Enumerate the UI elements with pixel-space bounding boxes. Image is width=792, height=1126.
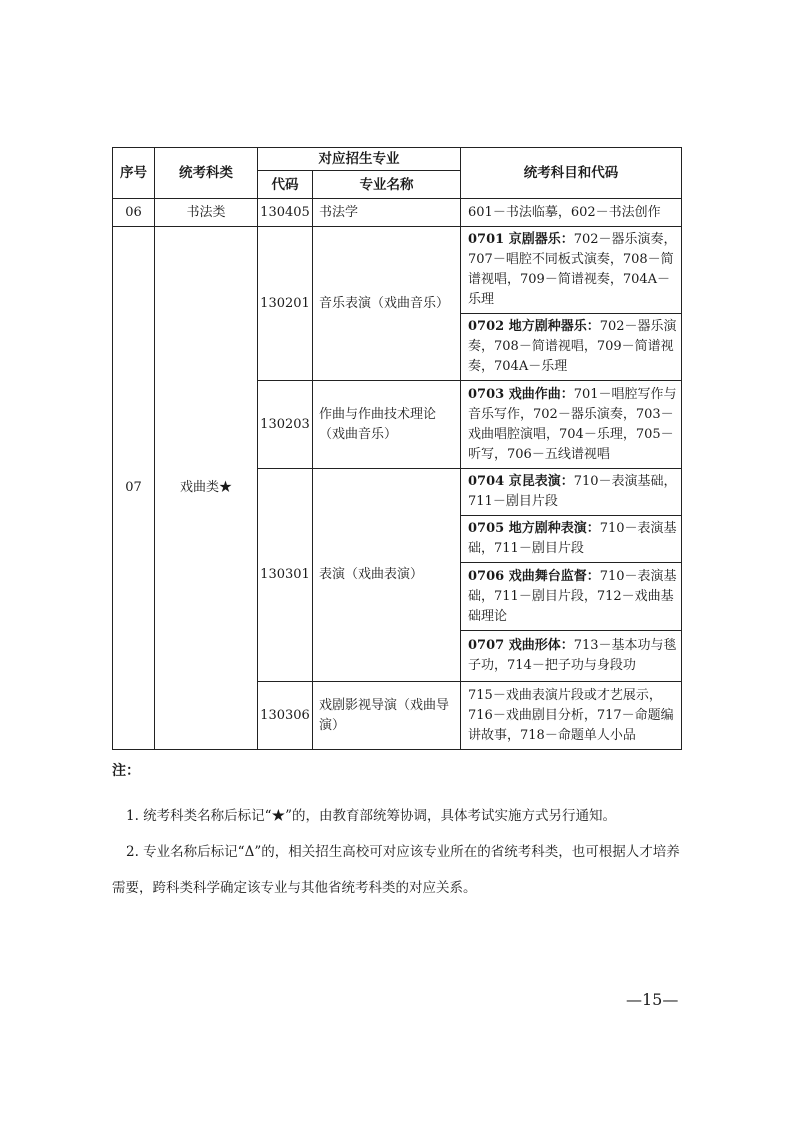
cell-subjects: 601－书法临摹，602－书法创作	[461, 199, 682, 227]
cell-category: 戏曲类★	[155, 227, 258, 750]
page-number: —15—	[626, 990, 679, 1009]
cell-subjects: 0707 戏曲形体：713－基本功与毯子功，714－把子功与身段功	[461, 631, 682, 682]
table-row	[113, 227, 682, 314]
cell-subjects: 0702 地方剧种器乐：702－器乐演奏，708－简谱视唱，709－简谱视奏，704A－乐理	[461, 314, 682, 381]
header-seq: 序号	[113, 148, 155, 199]
cell-subjects: 0706 戏曲舞台监督：710－表演基础，711－剧目片段，712－戏曲基础理论	[461, 563, 682, 631]
cell-subjects: 0704 京昆表演：710－表演基础，711－剧目片段	[461, 469, 682, 516]
cell-major-name: 表演（戏曲表演）	[313, 469, 461, 682]
cell-subjects: 0703 戏曲作曲：701－唱腔写作与音乐写作，702－器乐演奏，703－戏曲唱腔演唱，704－乐理，705－听写，706－五线谱视唱	[461, 381, 682, 469]
cell-subjects: 0705 地方剧种表演：710－表演基础，711－剧目片段	[461, 516, 682, 563]
cell-code: 130405	[258, 199, 313, 227]
header-major-name: 专业名称	[313, 171, 461, 199]
cell-major-name: 音乐表演（戏曲音乐）	[313, 227, 461, 381]
cell-category: 书法类	[155, 199, 258, 227]
note-item-2: 2. 专业名称后标记“Δ”的，相关招生高校可对应该专业所在的省统考科类，也可根据人才培养需要，跨科类科学确定该专业与其他省统考科类的对应关系。	[112, 844, 680, 896]
table-row	[113, 199, 682, 227]
note-item-1: 1. 统考科类名称后标记“★”的，由教育部统筹协调，具体考试实施方式另行通知。	[126, 808, 616, 824]
cell-code: 130203	[258, 381, 313, 469]
header-subjects: 统考科目和代码	[461, 148, 682, 199]
cell-code: 130201	[258, 227, 313, 381]
cell-major-name: 书法学	[313, 199, 461, 227]
header-code: 代码	[258, 171, 313, 199]
header-category: 统考科类	[155, 148, 258, 199]
cell-code: 130301	[258, 469, 313, 682]
admission-subject-table	[112, 147, 682, 750]
cell-major-name: 戏剧影视导演（戏曲导演）	[313, 682, 461, 750]
cell-subjects: 715－戏曲表演片段或才艺展示，716－戏曲剧目分析，717－命题编讲故事，718－命题单人小品	[461, 682, 682, 750]
cell-major-name: 作曲与作曲技术理论（戏曲音乐）	[313, 381, 461, 469]
cell-seq: 07	[113, 227, 155, 750]
header-major-group: 对应招生专业	[258, 148, 461, 171]
cell-code: 130306	[258, 682, 313, 750]
notes-section	[112, 760, 692, 906]
cell-seq: 06	[113, 199, 155, 227]
cell-subjects: 0701 京剧器乐：702－器乐演奏，707－唱腔不同板式演奏，708－简谱视唱，709－简谱视奏，704A－乐理	[461, 227, 682, 314]
notes-title: 注：	[112, 763, 140, 779]
